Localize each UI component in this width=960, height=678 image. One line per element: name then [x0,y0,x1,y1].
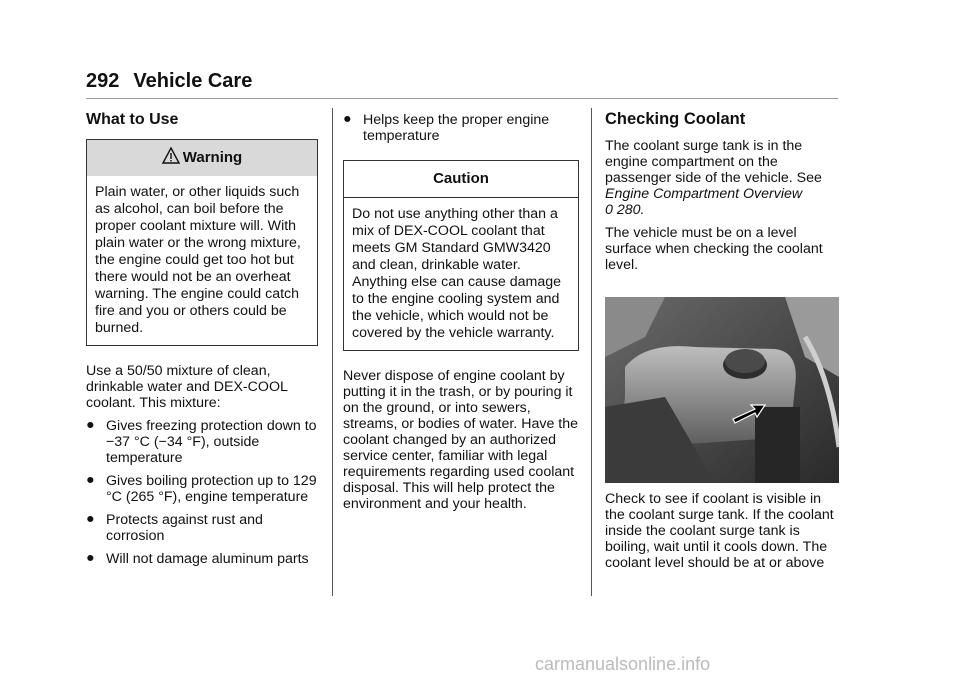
column-divider [591,108,592,596]
page-reference: 0 280. [605,202,645,218]
cross-reference-link[interactable]: Engine Compartment Overview [605,186,803,202]
bullet-icon: ● [86,472,95,488]
list-item: ● Protects against rust and corrosion [86,511,263,544]
caution-header: Caution [344,161,578,198]
bullet-icon: ● [86,417,95,433]
list-item: ● Gives freezing protection down to −37 °C (−34 °F), outside temperature [86,417,317,466]
caution-box [343,160,579,351]
check-level-paragraph: Check to see if coolant is visible in the coolant surge tank. If the coolant inside the coolant surge tank is boiling, wait until it cools down. The coolant level should be at or above [605,491,834,571]
section-title: Vehicle Care [133,70,253,92]
list-item: ● Helps keep the proper engine temperature [343,111,550,144]
bullet-icon: ● [86,550,95,566]
column-3 [605,108,839,578]
page-number: 292 [86,70,120,92]
mixture-intro: Use a 50/50 mixture of clean, drinkable water and DEX-COOL coolant. This mixture: [86,363,288,411]
warning-text: Plain water, or other liquids such as alcohol, can boil before the proper coolant mixture will. With plain water or the wrong mixture, the engine could get too hot but there would not be an overheat warning. The engine could catch fire and you or others could be burned. [95,184,301,336]
bullet-icon: ● [86,511,95,527]
column-divider [332,108,333,596]
warning-label: Warning [182,149,243,166]
bullet-icon: ● [343,111,352,127]
list-item: ● Will not damage aluminum parts [86,550,309,567]
column-2 [343,108,579,519]
header-rule [86,98,838,99]
surge-tank-paragraph: The coolant surge tank is in the engine compartment on the passenger side of the vehicle. See Engine Compartment Overview 0 280. [605,138,822,218]
warning-box [86,139,318,346]
page-header [86,70,252,93]
list-item: ● Gives boiling protection up to 129 °C (265 °F), engine temperature [86,472,317,505]
warning-triangle-icon [162,142,180,178]
watermark: carmanualsonline.info [535,654,711,674]
column-1 [86,108,318,574]
level-surface-paragraph: The vehicle must be on a level surface when checking the coolant level. [605,225,823,273]
what-to-use-heading: What to Use [86,111,179,128]
checking-coolant-heading: Checking Coolant [605,110,746,128]
caution-text: Do not use anything other than a mix of DEX-COOL coolant that meets GM Standard GMW3420 and clean, drinkable water. Anything else can cause damage to the engine cooling system and the vehicle, which would not be covered by the vehicle warranty. [352,206,562,341]
warning-header [87,140,317,176]
disposal-paragraph: Never dispose of engine coolant by putting it in the trash, or by pouring it on the ground, or into sewers, streams, or bodies of water. Have the coolant changed by an authorized service center, familiar with legal requirements regarding used coolant disposal. This will help protect the environment and your health. [343,368,578,512]
coolant-tank-photo [605,297,839,483]
